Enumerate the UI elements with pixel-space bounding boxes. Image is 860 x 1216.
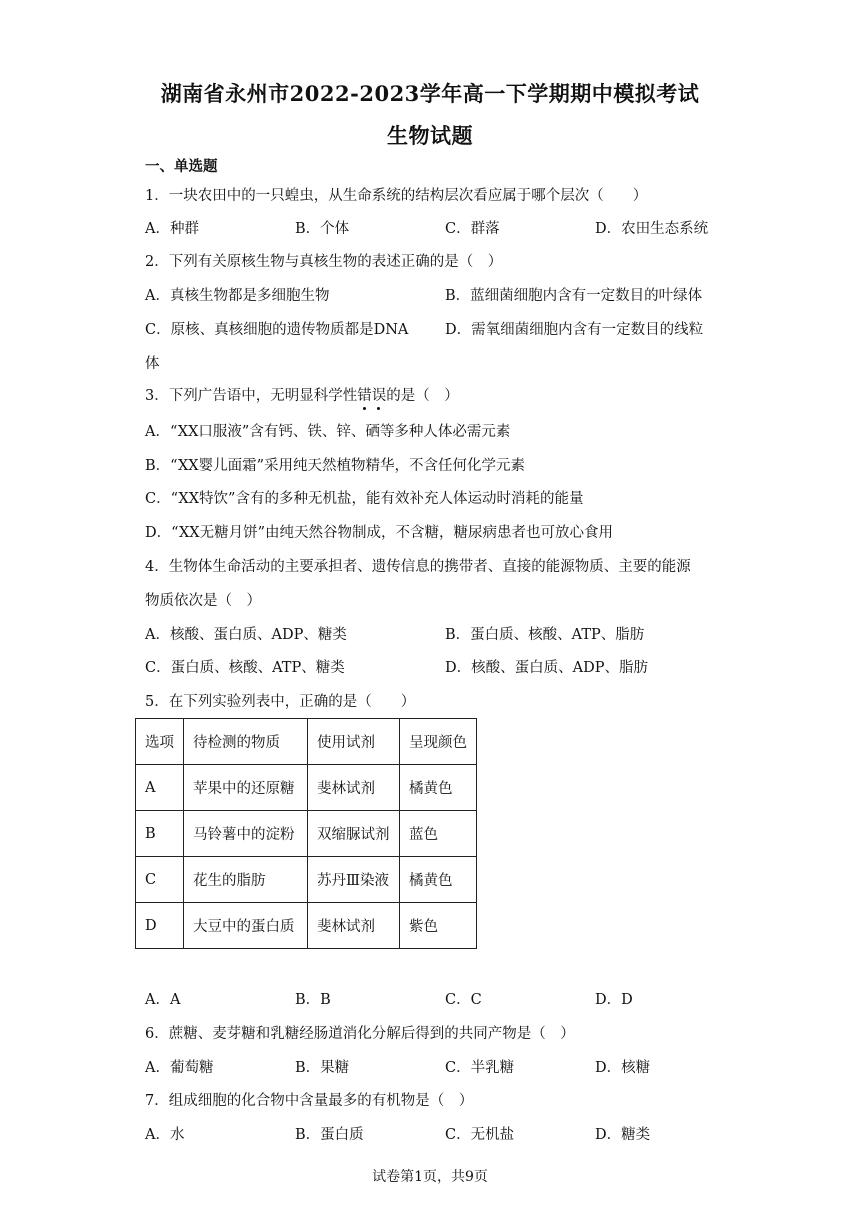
page-footer: 试卷第1页，共9页 <box>372 1169 488 1185</box>
q4-option-d: D．核酸、蛋白质、ADP、脂肪 <box>445 660 648 676</box>
q3-stem-post: 的是（ ） <box>386 388 459 404</box>
table-cell: 橘黄色 <box>400 765 477 811</box>
table-cell: 蓝色 <box>400 811 477 857</box>
table-cell: 马铃薯中的淀粉 <box>184 811 308 857</box>
question-6-stem: 6．蔗糖、麦芽糖和乳糖经肠道消化分解后得到的共同产物是（ ） <box>145 1026 575 1042</box>
q4-option-b: B．蛋白质、核酸、ATP、脂肪 <box>445 627 645 643</box>
q3-stem-pre: 3．下列广告语中，无明显科学性 <box>145 388 358 404</box>
table-row <box>136 765 477 811</box>
table-cell: 紫色 <box>400 903 477 949</box>
q5-option-d: D．D <box>595 992 633 1008</box>
q7-option-b: B．蛋白质 <box>295 1127 364 1143</box>
table-cell: 斐林试剂 <box>308 903 400 949</box>
exam-subtitle: 生物试题 <box>387 123 473 148</box>
q3-option-d: D．“XX无糖月饼”由纯天然谷物制成，不含糖，糖尿病患者也可放心食用 <box>145 525 613 541</box>
question-2-stem: 2．下列有关原核生物与真核生物的表述正确的是（ ） <box>145 254 503 270</box>
table-cell: 斐林试剂 <box>308 765 400 811</box>
q4-option-a: A．核酸、蛋白质、ADP、糖类 <box>145 627 347 643</box>
question-7-stem: 7．组成细胞的化合物中含量最多的有机物是（ ） <box>145 1093 474 1109</box>
table-cell: D <box>136 903 184 949</box>
q6-option-b: B．果糖 <box>295 1060 350 1076</box>
table-header-cell: 待检测的物质 <box>184 719 308 765</box>
table-header-row <box>136 719 477 765</box>
table-cell: 橘黄色 <box>400 857 477 903</box>
q2-option-c: C．原核、真核细胞的遗传物质都是DNA <box>145 322 409 338</box>
q2-option-d: D．需氧细菌细胞内含有一定数目的线粒 <box>445 322 704 338</box>
q3-stem-emphasis-2: 误 <box>371 388 387 404</box>
q1-option-d: D．农田生态系统 <box>595 221 709 237</box>
q6-option-d: D．核糖 <box>595 1060 651 1076</box>
q5-option-c: C．C <box>445 992 482 1008</box>
table-cell: 大豆中的蛋白质 <box>184 903 308 949</box>
exam-title: 湖南省永州市2022-2023学年高一下学期期中模拟考试 <box>160 81 700 106</box>
table-cell: 苹果中的还原糖 <box>184 765 308 811</box>
table-cell: A <box>136 765 184 811</box>
q6-option-a: A．葡萄糖 <box>145 1060 214 1076</box>
q2-option-b: B．蓝细菌细胞内含有一定数目的叶绿体 <box>445 288 703 304</box>
q5-option-a: A．A <box>145 992 181 1008</box>
q5-option-b: B．B <box>295 992 331 1008</box>
question-3-stem <box>145 386 459 406</box>
q7-option-a: A．水 <box>145 1127 185 1143</box>
q3-stem-emphasis-1: 错 <box>357 388 372 404</box>
q7-option-d: D．糖类 <box>595 1127 651 1143</box>
q7-option-c: C．无机盐 <box>445 1127 515 1143</box>
question-5-stem: 5．在下列实验列表中，正确的是（ ） <box>145 694 416 710</box>
question-4-stem-line1: 4．生物体生命活动的主要承担者、遗传信息的携带者、直接的能源物质、主要的能源 <box>145 559 691 575</box>
q3-option-a: A．“XX口服液”含有钙、铁、锌、硒等多种人体必需元素 <box>145 424 511 440</box>
q3-option-c: C．“XX特饮”含有的多种无机盐，能有效补充人体运动时消耗的能量 <box>145 491 584 507</box>
q3-option-b: B．“XX婴儿面霜”采用纯天然植物精华，不含任何化学元素 <box>145 458 526 474</box>
section-heading: 一、单选题 <box>145 158 218 175</box>
table-cell: C <box>136 857 184 903</box>
table-row <box>136 811 477 857</box>
table-cell: 花生的脂肪 <box>184 857 308 903</box>
table-header-cell: 呈现颜色 <box>400 719 477 765</box>
table-cell: 苏丹Ⅲ染液 <box>308 857 400 903</box>
q2-option-d-continued: 体 <box>145 356 160 372</box>
q6-option-c: C．半乳糖 <box>445 1060 515 1076</box>
experiment-table <box>135 718 477 949</box>
q1-option-b: B．个体 <box>295 221 350 237</box>
table-header-cell: 选项 <box>136 719 184 765</box>
q1-option-c: C．群落 <box>445 221 500 237</box>
question-1-stem: 1．一块农田中的一只蝗虫，从生命系统的结构层次看应属于哪个层次（ ） <box>145 188 648 204</box>
table-row <box>136 903 477 949</box>
table-header-cell: 使用试剂 <box>308 719 400 765</box>
table-cell: B <box>136 811 184 857</box>
q4-option-c: C．蛋白质、核酸、ATP、糖类 <box>145 660 345 676</box>
q1-option-a: A．种群 <box>145 221 199 237</box>
table-cell: 双缩脲试剂 <box>308 811 400 857</box>
table-row <box>136 857 477 903</box>
q2-option-a: A．真核生物都是多细胞生物 <box>145 288 330 304</box>
question-4-stem-line2: 物质依次是（ ） <box>145 593 261 609</box>
